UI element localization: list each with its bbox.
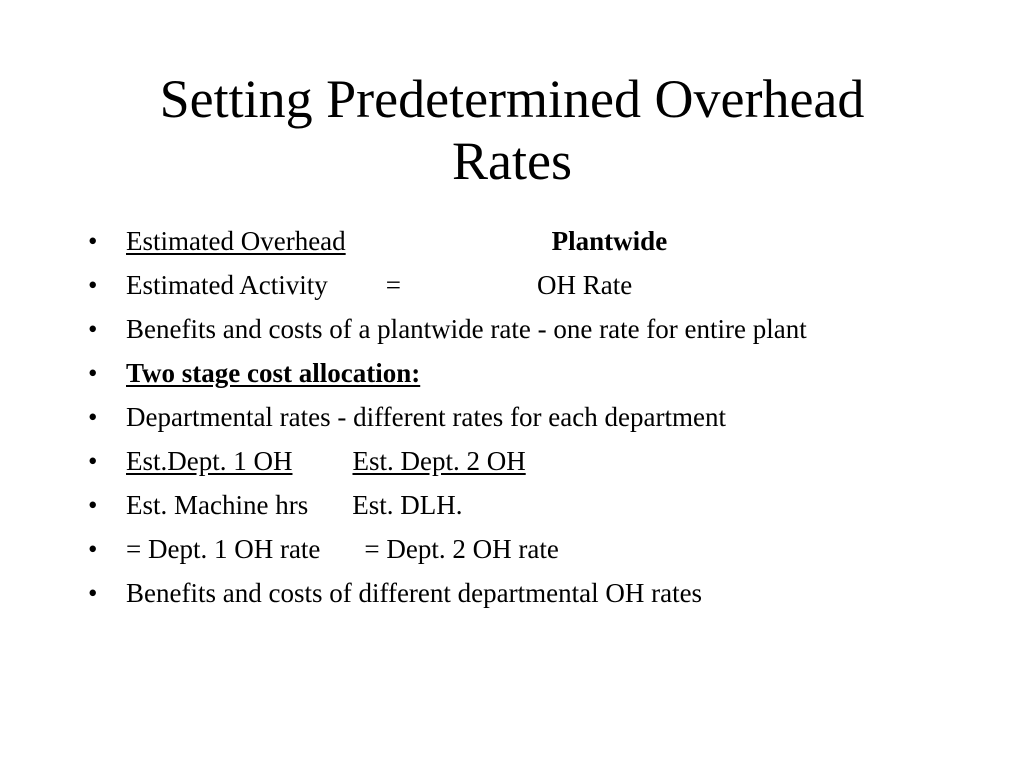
estimated-activity-label: Estimated Activity bbox=[126, 270, 328, 300]
two-stage-heading: Two stage cost allocation: bbox=[126, 358, 421, 388]
slide-title bbox=[60, 68, 964, 192]
plantwide-label: Plantwide bbox=[551, 226, 668, 256]
bullet-list bbox=[88, 224, 948, 620]
bullet-icon: • bbox=[88, 490, 98, 520]
estimated-overhead-label: Estimated Overhead bbox=[126, 226, 346, 256]
bullet-item-departmental-rates bbox=[88, 400, 948, 434]
bullet-icon: • bbox=[88, 270, 98, 300]
bullet-item-activity-bases bbox=[88, 488, 948, 522]
machine-hours-label: Est. Machine hrs bbox=[126, 490, 309, 520]
bullet-item-plantwide-benefits bbox=[88, 312, 948, 346]
bullet-item-estimated-overhead bbox=[88, 224, 948, 258]
oh-rate-label: OH Rate bbox=[536, 270, 633, 300]
bullet-item-estimated-activity bbox=[88, 268, 948, 302]
dept-2-oh-label: Est. Dept. 2 OH bbox=[352, 446, 526, 476]
dept-1-oh-label: Est.Dept. 1 OH bbox=[126, 446, 293, 476]
bullet-item-two-stage bbox=[88, 356, 948, 390]
title-line-2: Rates bbox=[452, 131, 572, 191]
departmental-rates-text: Departmental rates - different rates for each department bbox=[126, 402, 726, 432]
bullet-icon: • bbox=[88, 226, 98, 256]
bullet-icon: • bbox=[88, 534, 98, 564]
title-line-1: Setting Predetermined Overhead bbox=[159, 69, 865, 129]
bullet-icon: • bbox=[88, 578, 98, 608]
bullet-icon: • bbox=[88, 314, 98, 344]
equals-sign: = bbox=[385, 270, 401, 300]
bullet-icon: • bbox=[88, 446, 98, 476]
bullet-item-dept-oh bbox=[88, 444, 948, 478]
dept-2-rate-label: = Dept. 2 OH rate bbox=[364, 534, 559, 564]
bullet-item-dept-rates bbox=[88, 532, 948, 566]
bullet-icon: • bbox=[88, 402, 98, 432]
departmental-benefits-text: Benefits and costs of different departmental OH rates bbox=[126, 578, 703, 608]
bullet-icon: • bbox=[88, 358, 98, 388]
bullet-item-departmental-benefits bbox=[88, 576, 948, 610]
plantwide-benefits-text: Benefits and costs of a plantwide rate - one rate for entire plant bbox=[126, 314, 807, 344]
dlh-label: Est. DLH. bbox=[352, 490, 463, 520]
dept-1-rate-label: = Dept. 1 OH rate bbox=[126, 534, 321, 564]
